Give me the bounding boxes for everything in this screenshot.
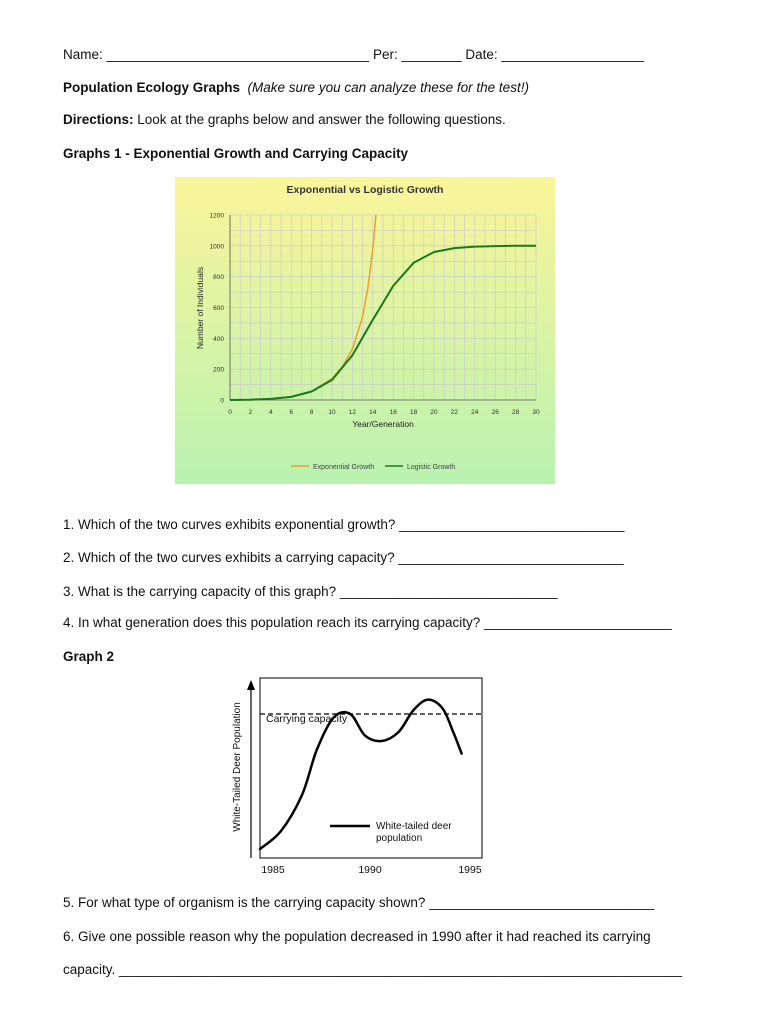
- question-1: 1. Which of the two curves exhibits exponential growth? ______________________________: [63, 517, 625, 532]
- directions-line: [63, 112, 506, 127]
- worksheet-title: Population Ecology Graphs: [63, 80, 241, 95]
- chart1-xtick: 30: [532, 409, 540, 416]
- directions-label: Directions:: [63, 112, 134, 127]
- chart1-ytick: 800: [213, 274, 224, 282]
- question-5: 5. For what type of organism is the carrying capacity shown? ______________________________: [63, 895, 655, 910]
- chart1-xlabel: Year/Generation: [352, 419, 414, 429]
- chart1-ytick: 1200: [209, 212, 224, 220]
- chart2-legend-label-line1: White-tailed deer: [376, 821, 452, 832]
- chart1-ytick: 400: [213, 335, 224, 343]
- chart1-ytick: 1000: [209, 243, 224, 251]
- chart1-ytick: 600: [213, 305, 224, 312]
- chart1-title: Exponential vs Logistic Growth: [286, 184, 444, 196]
- chart2-arrowhead-icon: [247, 680, 255, 690]
- legend-exponential-label: Exponential Growth: [313, 464, 375, 471]
- chart2-xtick-1985: 1985: [261, 864, 285, 876]
- chart1-xtick: 8: [309, 409, 314, 416]
- chart2-ylabel: White-Tailed Deer Population: [232, 702, 243, 832]
- chart1-xtick: 26: [491, 409, 499, 416]
- chart1-xtick: 24: [471, 409, 479, 416]
- question-6-continued: capacity. ___________________________________________________________________________: [63, 962, 683, 977]
- chart1-ytick: 200: [213, 366, 224, 374]
- chart1-xtick: 10: [328, 409, 336, 416]
- question-3: 3. What is the carrying capacity of this graph? _____________________________: [63, 584, 558, 599]
- worksheet-title-line: [63, 80, 529, 95]
- exponential-vs-logistic-chart: [175, 177, 555, 484]
- chart1-xtick: 0: [228, 409, 232, 416]
- chart1-xtick: 28: [511, 409, 520, 416]
- question-2: 2. Which of the two curves exhibits a carrying capacity? ______________________________: [63, 550, 624, 565]
- chart1-legend: [291, 464, 455, 471]
- chart1-xtick: 16: [389, 409, 397, 416]
- chart2-xtick-1995: 1995: [458, 864, 482, 876]
- chart2-legend-label-line2: population: [376, 833, 423, 844]
- directions-text: Look at the graphs below and answer the following questions.: [137, 112, 506, 127]
- chart1-xtick: 20: [430, 409, 438, 416]
- chart2-xtick-1990: 1990: [358, 864, 382, 876]
- chart1-ylabel: Number of Individuals: [195, 266, 205, 350]
- chart1-xtick: 14: [369, 409, 377, 416]
- worksheet-title-note: (Make sure you can analyze these for the test!): [247, 80, 529, 95]
- name-per-date-line: Name: ___________________________________ Per: ________ Date: ___________________: [63, 47, 645, 62]
- chart1-xtick: 4: [268, 409, 273, 416]
- carrying-capacity-label: Carrying capacity: [266, 713, 348, 725]
- section2-title: Graph 2: [63, 649, 115, 664]
- chart1-xtick: 6: [289, 409, 294, 416]
- chart1-ytick: 0: [220, 397, 224, 405]
- chart1-xtick: 18: [409, 409, 418, 416]
- section1-title: Graphs 1 - Exponential Growth and Carrying Capacity: [63, 146, 409, 161]
- question-6: 6. Give one possible reason why the population decreased in 1990 after it had reached its carrying: [63, 929, 651, 944]
- chart1-xtick: 22: [450, 409, 459, 416]
- deer-population-chart: [228, 672, 493, 882]
- chart1-xtick: 2: [248, 409, 253, 416]
- chart1-xtick: 12: [348, 409, 357, 416]
- chart1-background: [175, 177, 555, 484]
- legend-logistic-label: Logistic Growth: [407, 464, 456, 471]
- question-4: 4. In what generation does this population reach its carrying capacity? _________________________: [63, 615, 672, 630]
